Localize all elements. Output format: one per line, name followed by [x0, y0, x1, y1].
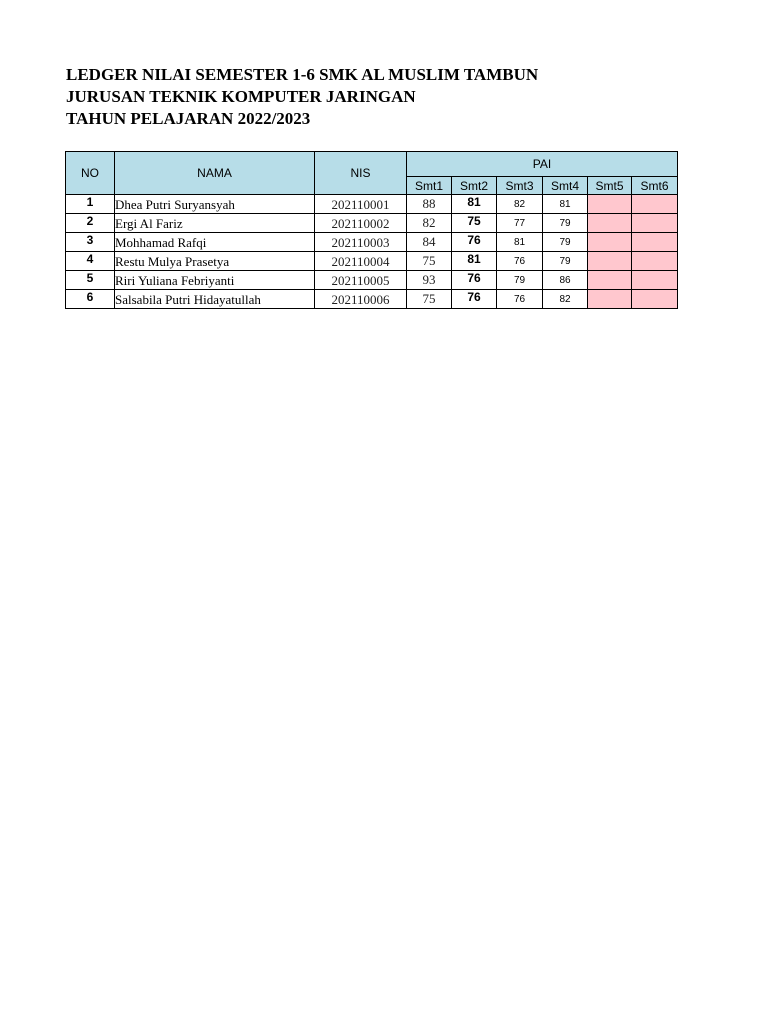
cell-smt5[interactable]: [588, 214, 632, 233]
cell-no[interactable]: 6: [66, 290, 115, 309]
cell-smt4[interactable]: 79: [543, 214, 588, 233]
cell-smt6[interactable]: [632, 214, 678, 233]
table-row: [66, 252, 678, 271]
cell-smt4[interactable]: 79: [543, 252, 588, 271]
cell-smt2[interactable]: 81: [452, 195, 497, 214]
cell-smt5[interactable]: [588, 252, 632, 271]
cell-smt1[interactable]: 93: [407, 271, 452, 290]
header-group-pai[interactable]: PAI: [407, 152, 678, 177]
header-nis[interactable]: NIS: [315, 152, 407, 195]
cell-smt4[interactable]: 86: [543, 271, 588, 290]
cell-no[interactable]: 1: [66, 195, 115, 214]
table-row: [66, 271, 678, 290]
cell-smt1[interactable]: 75: [407, 252, 452, 271]
title-line-1: LEDGER NILAI SEMESTER 1-6 SMK AL MUSLIM TAMBUN: [66, 65, 539, 84]
grades-ledger-table: [65, 151, 678, 309]
cell-smt1[interactable]: 75: [407, 290, 452, 309]
cell-nis[interactable]: 202110002: [315, 214, 407, 233]
cell-smt3[interactable]: 82: [497, 195, 543, 214]
header-smt2[interactable]: Smt2: [452, 177, 497, 195]
cell-smt1[interactable]: 88: [407, 195, 452, 214]
cell-smt6[interactable]: [632, 271, 678, 290]
cell-nama[interactable]: Riri Yuliana Febriyanti: [115, 271, 315, 290]
header-no[interactable]: NO: [66, 152, 115, 195]
cell-nis[interactable]: 202110005: [315, 271, 407, 290]
table-row: [66, 290, 678, 309]
cell-smt1[interactable]: 82: [407, 214, 452, 233]
cell-smt5[interactable]: [588, 195, 632, 214]
cell-nama[interactable]: Salsabila Putri Hidayatullah: [115, 290, 315, 309]
cell-smt6[interactable]: [632, 290, 678, 309]
title-line-2: JURUSAN TEKNIK KOMPUTER JARINGAN: [66, 87, 416, 106]
cell-smt3[interactable]: 77: [497, 214, 543, 233]
cell-no[interactable]: 3: [66, 233, 115, 252]
cell-smt4[interactable]: 82: [543, 290, 588, 309]
cell-nis[interactable]: 202110004: [315, 252, 407, 271]
cell-smt5[interactable]: [588, 233, 632, 252]
document-title-block: [66, 64, 538, 130]
cell-smt2[interactable]: 76: [452, 233, 497, 252]
header-smt3[interactable]: Smt3: [497, 177, 543, 195]
header-smt4[interactable]: Smt4: [543, 177, 588, 195]
cell-no[interactable]: 4: [66, 252, 115, 271]
header-smt6[interactable]: Smt6: [632, 177, 678, 195]
header-smt1[interactable]: Smt1: [407, 177, 452, 195]
cell-nis[interactable]: 202110001: [315, 195, 407, 214]
cell-smt2[interactable]: 76: [452, 290, 497, 309]
cell-nama[interactable]: Dhea Putri Suryansyah: [115, 195, 315, 214]
cell-nis[interactable]: 202110003: [315, 233, 407, 252]
cell-smt3[interactable]: 79: [497, 271, 543, 290]
cell-smt4[interactable]: 79: [543, 233, 588, 252]
cell-smt5[interactable]: [588, 290, 632, 309]
cell-no[interactable]: 5: [66, 271, 115, 290]
cell-smt3[interactable]: 81: [497, 233, 543, 252]
cell-smt6[interactable]: [632, 252, 678, 271]
cell-smt3[interactable]: 76: [497, 252, 543, 271]
cell-smt2[interactable]: 81: [452, 252, 497, 271]
table-row: [66, 214, 678, 233]
table-row: [66, 233, 678, 252]
cell-smt1[interactable]: 84: [407, 233, 452, 252]
cell-nama[interactable]: Mohhamad Rafqi: [115, 233, 315, 252]
header-smt5[interactable]: Smt5: [588, 177, 632, 195]
cell-smt4[interactable]: 81: [543, 195, 588, 214]
cell-smt5[interactable]: [588, 271, 632, 290]
cell-smt6[interactable]: [632, 233, 678, 252]
cell-smt2[interactable]: 76: [452, 271, 497, 290]
title-line-3: TAHUN PELAJARAN 2022/2023: [66, 109, 311, 128]
table-row: [66, 195, 678, 214]
cell-nama[interactable]: Restu Mulya Prasetya: [115, 252, 315, 271]
cell-no[interactable]: 2: [66, 214, 115, 233]
cell-nis[interactable]: 202110006: [315, 290, 407, 309]
cell-smt3[interactable]: 76: [497, 290, 543, 309]
cell-smt2[interactable]: 75: [452, 214, 497, 233]
header-nama[interactable]: NAMA: [115, 152, 315, 195]
cell-smt6[interactable]: [632, 195, 678, 214]
cell-nama[interactable]: Ergi Al Fariz: [115, 214, 315, 233]
